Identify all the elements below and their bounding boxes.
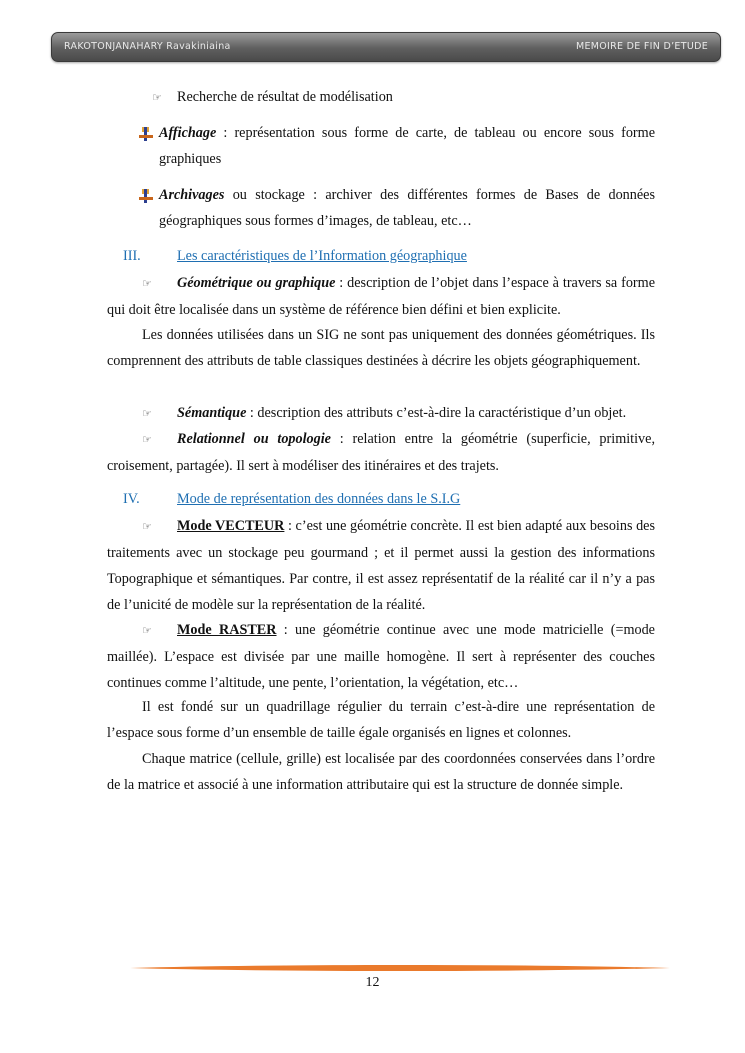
paragraph-text: : c’est une géométrie concrète. Il est bien adapté aux besoins des traitements avec un stockage peu gourmand ; et il permet aussi la gestion des informations Topographique et sémantiques. Par contre, il est assez représentatif de la réalité car il n’y a pas de l’unicité de modèle sur la représentation de la réalité. [107,518,655,613]
bullet-term: Affichage [159,125,217,141]
pointing-hand-icon: ☞ [152,91,162,104]
paragraph: Chaque matrice (cellule, grille) est localisée par des coordonnées conservées dans l’ordre de la matrice et associé à une information attributaire qui est la structure de donnée simple. [107,751,655,793]
paragraph-text: : description de l’objet dans l’espace à travers sa forme qui doit être localisée dans un système de référence bien défini et bien explicite. [107,275,655,318]
section-number: III. [123,248,141,264]
bullet-archivages [159,182,655,234]
pointing-hand-icon: ☞ [142,520,152,533]
pointing-hand-icon: ☞ [142,277,152,290]
paragraph-text: : relation entre la géométrie (superficie, primitive, croisement, partagée). Il sert à modéliser des itinéraires et des trajets. [107,431,655,474]
footer-swoosh [130,964,670,972]
term-geometrique: Géométrique ou graphique [177,275,336,291]
bullet-text: : représentation sous forme de carte, de tableau ou encore sous forme graphiques [159,125,655,167]
section-title: Mode de représentation des données dans le S.I.G [177,491,461,507]
paragraph-semantique [107,400,655,427]
term-raster: Mode RASTER [177,622,277,638]
paragraph-relationnel [107,426,655,479]
flag-bullet-icon [139,189,153,203]
bullet-term: Archivages [159,187,225,203]
term-semantique: Sémantique [177,405,247,421]
paragraph-vecteur [107,513,655,618]
pointing-hand-icon: ☞ [142,433,152,446]
bullet-affichage [159,120,655,172]
bullet-text: ou stockage : archiver des différentes formes de Bases de données géographiques sous formes d’images, de tableau, etc… [159,187,655,229]
header-doc-title: MEMOIRE DE FIN D’ETUDE [575,41,708,52]
paragraph: Les données utilisées dans un SIG ne sont pas uniquement des données géométriques. Ils comprennent des attributs de table classiques destinées à décrire les objets géographiquement. [107,327,655,369]
pointing-hand-icon: ☞ [142,624,152,637]
header-author: RAKOTONJANAHARY Ravakiniaina [64,41,231,52]
paragraph-geometrique [107,270,655,323]
section-number: IV. [123,491,140,507]
list-item [152,84,655,111]
paragraph-text: : une géométrie continue avec une mode matricielle (=mode maillée). L’espace est divisée par une maille homogène. Il sert à représenter des couches continues comme l’altitude, une pente, l’orientation, la végétation, etc… [107,622,655,691]
pointing-hand-icon: ☞ [142,407,152,420]
page-number: 12 [365,975,380,990]
page-header [51,32,721,62]
paragraph-raster [107,617,655,696]
paragraph-text: : description des attributs c’est-à-dire la caractéristique d’un objet. [246,405,627,421]
flag-bullet-icon [139,127,153,141]
section-title: Les caractéristiques de l’Information géographique [177,248,467,264]
term-vecteur: Mode VECTEUR [177,518,285,534]
list-item-text: Recherche de résultat de modélisation [177,89,393,105]
term-relationnel: Relationnel ou topologie [177,431,331,447]
paragraph: Il est fondé sur un quadrillage régulier du terrain c’est-à-dire une représentation de l’espace sous forme d’un ensemble de taille égale organisés en lignes et colonnes. [107,699,655,741]
